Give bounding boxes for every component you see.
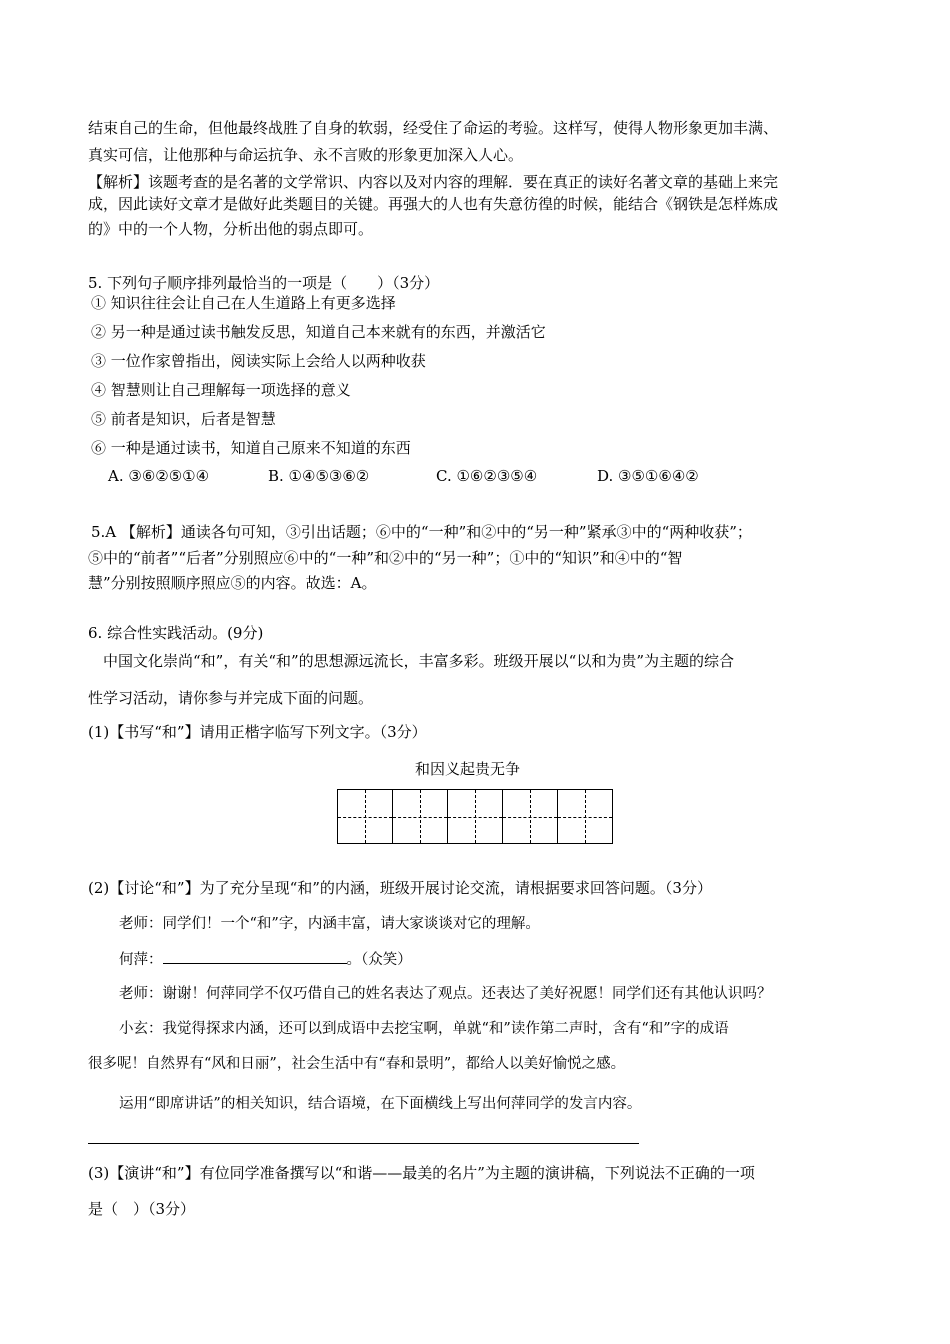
grid-cell[interactable] xyxy=(393,790,448,843)
sentence-item: ④ 智慧则让自己理解每一项选择的意义 xyxy=(91,381,351,399)
analysis-line: 成，因此读好文章才是做好此类题目的关键。再强大的人也有失意彷徨的时候，能结合《钢铁是怎样炼成 xyxy=(88,195,779,213)
subquestion-3-cont: 是（ ）（3分） xyxy=(88,1200,196,1218)
option-d: D. ③⑤①⑥④② xyxy=(597,467,699,485)
intro-line: 中国文化崇尚“和”，有关“和”的思想源远流长，丰富多彩。班级开展以“以和为贵”为主题的综合 xyxy=(103,652,735,670)
subquestion-1: (1)【书写“和”】请用正楷字临写下列文字。（3分） xyxy=(88,723,427,741)
option-b: B. ①④⑤③⑥② xyxy=(268,467,370,485)
dialog-line xyxy=(119,949,412,970)
answer-writing-line[interactable] xyxy=(88,1143,639,1144)
intro-line: 性学习活动，请你参与并完成下面的问题。 xyxy=(88,689,374,707)
copy-text: 和因义起贵无争 xyxy=(415,760,521,778)
grid-cell[interactable] xyxy=(448,790,503,843)
analysis-line: 真实可信，让他那种与命运抗争、永不言败的形象更加深入人心。 xyxy=(88,146,524,164)
sentence-item: ① 知识往往会让自己在人生道路上有更多选择 xyxy=(91,294,396,312)
dialog-line: 小玄：我觉得探求内涵，还可以到成语中去挖宝啊，单就“和”读作第二声时，含有“和”字的成语 xyxy=(119,1021,729,1037)
grid-cell[interactable] xyxy=(503,790,558,843)
analysis-line: 的》中的一个人物，分析出他的弱点即可。 xyxy=(88,220,374,238)
analysis-line: 【解析】该题考查的是名著的文学常识、内容以及对内容的理解．要在真正的读好名著文章的基础上来完 xyxy=(88,173,779,191)
answer-line: ⑤中的“前者”“后者”分别照应⑥中的“一种”和②中的“另一种”；①中的“知识”和④中的“智 xyxy=(88,549,683,567)
dialog-suffix: 。（众笑） xyxy=(346,952,412,968)
analysis-line: 结束自己的生命，但他最终战胜了自身的软弱，经受住了命运的考验。这样写，使得人物形象更加丰满、 xyxy=(88,119,779,137)
subquestion-2: (2)【讨论“和”】为了充分呈现“和”的内涵，班级开展讨论交流，请根据要求回答问题。（3分） xyxy=(88,879,712,897)
option-a: A. ③⑥②⑤①④ xyxy=(108,467,210,485)
instruction-line: 运用“即席讲话”的相关知识，结合语境，在下面横线上写出何萍同学的发言内容。 xyxy=(119,1096,642,1112)
sentence-item: ⑥ 一种是通过读书，知道自己原来不知道的东西 xyxy=(91,439,411,457)
speaker-label: 何萍： xyxy=(119,952,163,968)
question-5-stem: 5. 下列句子顺序排列最恰当的一项是（ ）（3分） xyxy=(88,274,440,292)
dialog-line: 老师：同学们！一个“和”字，内涵丰富，请大家谈谈对它的理解。 xyxy=(119,916,540,932)
grid-cell[interactable] xyxy=(558,790,612,843)
sentence-item: ③ 一位作家曾指出，阅读实际上会给人以两种收获 xyxy=(91,352,426,370)
writing-grid[interactable] xyxy=(337,789,613,844)
answer-blank[interactable] xyxy=(163,949,347,964)
sentence-item: ② 另一种是通过读书触发反思，知道自己本来就有的东西，并激活它 xyxy=(91,323,546,341)
dialog-line: 很多呢！自然界有“风和日丽”，社会生活中有“春和景明”，都给人以美好愉悦之感。 xyxy=(88,1056,626,1072)
sentence-item: ⑤ 前者是知识，后者是智慧 xyxy=(91,410,276,428)
grid-cell[interactable] xyxy=(338,790,393,843)
question-6-stem: 6. 综合性实践活动。(9分) xyxy=(88,624,264,642)
options-row xyxy=(108,466,699,486)
answer-line: 慧”分别按照顺序照应⑤的内容。故选：A。 xyxy=(88,574,377,592)
answer-line: 5.A 【解析】通读各句可知，③引出话题；⑥中的“一种”和②中的“另一种”紧承③中的“两种收获”； xyxy=(91,523,752,541)
option-c: C. ①⑥②③⑤④ xyxy=(436,467,538,485)
dialog-line: 老师：谢谢！何萍同学不仅巧借自己的姓名表达了观点。还表达了美好祝愿！同学们还有其他认识吗？ xyxy=(119,986,772,1002)
subquestion-3: (3)【演讲“和”】有位同学准备撰写以“和谐——最美的名片”为主题的演讲稿，下列说法不正确的一项 xyxy=(88,1164,755,1182)
